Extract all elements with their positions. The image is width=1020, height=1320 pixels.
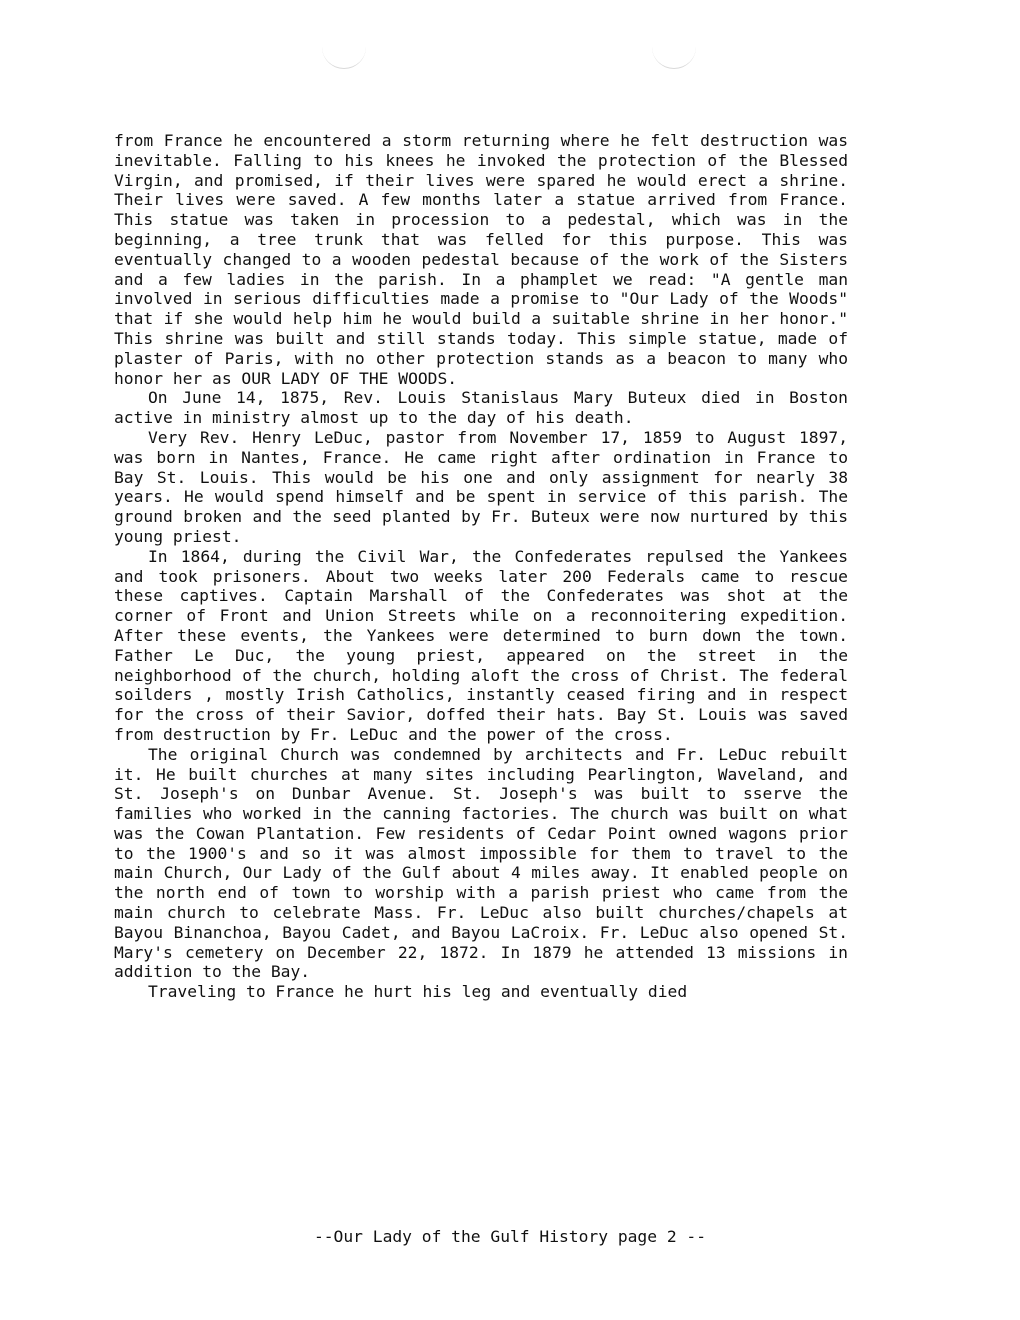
paragraph-travel-france: Traveling to France he hurt his leg and eventually died bbox=[148, 982, 688, 1002]
punch-hole-mark bbox=[652, 40, 696, 69]
page-footer: --Our Lady of the Gulf History page 2 -- bbox=[313, 1227, 707, 1246]
paragraph-leduc-pastor: Very Rev. Henry LeDuc, pastor from November 17, 1859 to August 1897, was born in Nantes, France. He came right after ordination in France to Bay St. Louis. This would be his one and only assignment for nearly 38 years. He would spend himself and be spent in service of this parish. The ground broken and the seed planted by Fr. Buteux were now nurtured by this young priest. bbox=[114, 427, 848, 546]
paragraph-civil-war: In 1864, during the Civil War, the Confederates repulsed the Yankees and took prisoners. About two weeks later 200 Federals came to rescue these captives. Captain Marshall of the Confederates was shot at the corner of Front and Union Streets while on a reconnoitering expedition. After these events, the Yankees were determined to burn down the town. Father Le Duc, the young priest, appeared on the street in the neighborhood of the church, holding aloft the cross of Christ. The federal soilders , mostly Irish Catholics, instantly ceased firing and in respect for the cross of their Savior, doffed their hats. Bay St. Louis was saved from destruction by Fr. LeDuc and the power of the cross. bbox=[114, 546, 848, 744]
paragraph-churches-built: The original Church was condemned by architects and Fr. LeDuc rebuilt it. He built churches at many sites including Pearlington, Waveland, and St. Joseph's on Dunbar Avenue. St. Joseph's was built to sserve the families who worked in the canning factories. The church was built on what was the Cowan Plantation. Few residents of Cedar Point owned wagons prior to the 1900's and so it was almost impossible for them to travel to the main Church, Our Lady of the Gulf about 4 miles away. It enabled people on the north end of town to worship with a parish priest who came from the main church to celebrate Mass. Fr. LeDuc also built churches/chapels at Bayou Binanchoa, Bayou Cadet, and Bayou LaCroix. Fr. LeDuc also opened St. Mary's cemetery on December 22, 1872. In 1879 he attended 13 missions in addition to the Bay. bbox=[114, 744, 848, 982]
paragraph-statue-shrine: from France he encountered a storm returning where he felt destruction was inevitable. Falling to his knees he invoked the protection of the Blessed Virgin, and promised, if their lives were spared he would erect a shrine. Their lives were saved. A few months later a statue arrived from France. This statue was taken in procession to a pedestal, which was in the beginning, a tree trunk that was felled for this purpose. This was eventually changed to a wooden pedestal because of the work of the Sisters and a few ladies in the parish. In a phamplet we read: "A gentle man involved in serious difficulties made a promise to "Our Lady of the Woods" that if she would help him he would build a suitable shrine in her honor." This shrine was built and still stands today. This simple statue, made of plaster of Paris, with no other protection stands as a beacon to many who honor her as OUR LADY OF THE WOODS. bbox=[114, 131, 848, 388]
paragraph-buteux-death: On June 14, 1875, Rev. Louis Stanislaus Mary Buteux died in Boston active in ministry almost up to the day of his death. bbox=[114, 388, 848, 428]
punch-hole-mark bbox=[322, 40, 366, 69]
body-text bbox=[114, 131, 848, 1002]
